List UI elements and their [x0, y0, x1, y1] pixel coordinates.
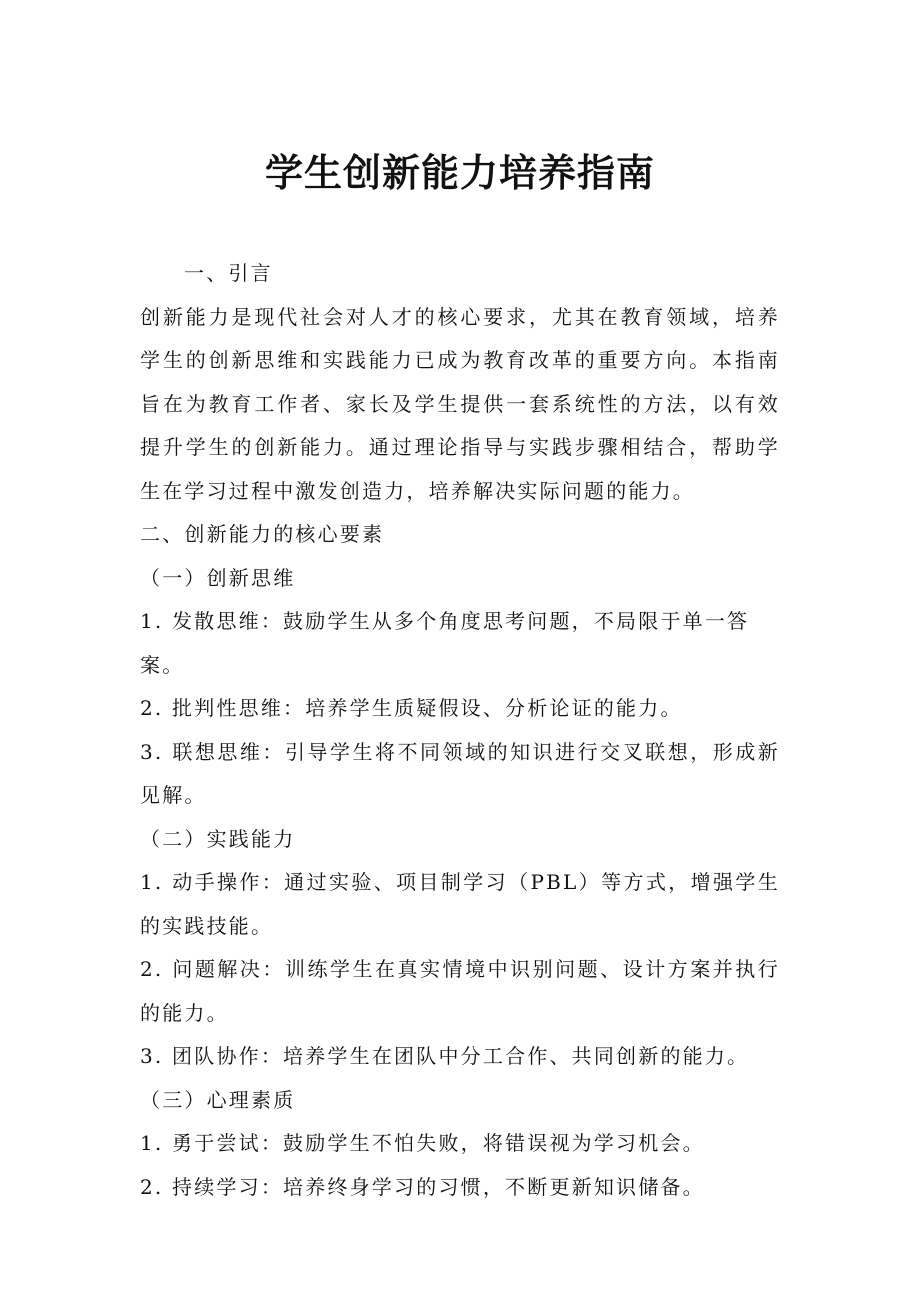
list-item: 3. 联想思维：引导学生将不同领域的知识进行交叉联想，形成新见解。 — [140, 739, 780, 807]
section-heading-intro: 一、引言 — [184, 261, 273, 285]
subsection-heading-psych: （三）心理素质 — [140, 1087, 296, 1112]
subsection-heading-thinking: （一）创新思维 — [140, 565, 296, 590]
document-body — [140, 252, 780, 1209]
list-item: 1. 勇于尝试：鼓励学生不怕失败，将错误视为学习机会。 — [140, 1131, 705, 1155]
page-title: 学生创新能力培养指南 — [264, 151, 655, 195]
list-item: 2. 批判性思维：培养学生质疑假设、分析论证的能力。 — [140, 696, 683, 720]
list-item: 3. 团队协作：培养学生在团队中分工合作、共同创新的能力。 — [140, 1044, 750, 1068]
subsection-heading-practice: （二）实践能力 — [140, 826, 296, 851]
list-item: 2. 持续学习：培养终身学习的习惯，不断更新知识储备。 — [140, 1174, 705, 1199]
list-item: 2. 问题解决：训练学生在真实情境中识别问题、设计方案并执行的能力。 — [140, 957, 780, 1025]
section-heading-core: 二、创新能力的核心要素 — [140, 522, 385, 546]
list-item: 1. 发散思维：鼓励学生从多个角度思考问题，不局限于单一答案。 — [140, 609, 750, 677]
list-item: 1. 动手操作：通过实验、项目制学习（PBL）等方式，增强学生的实践技能。 — [140, 870, 780, 938]
intro-paragraph: 创新能力是现代社会对人才的核心要求，尤其在教育领域，培养学生的创新思维和实践能力已成为教育改革的重要方向。本指南旨在为教育工作者、家长及学生提供一套系统性的方法，以有效提升学生的创新能力。通过理论指导与实践步骤相结合，帮助学生在学习过程中激发创造力，培养解决实际问题的能力。 — [140, 304, 780, 503]
